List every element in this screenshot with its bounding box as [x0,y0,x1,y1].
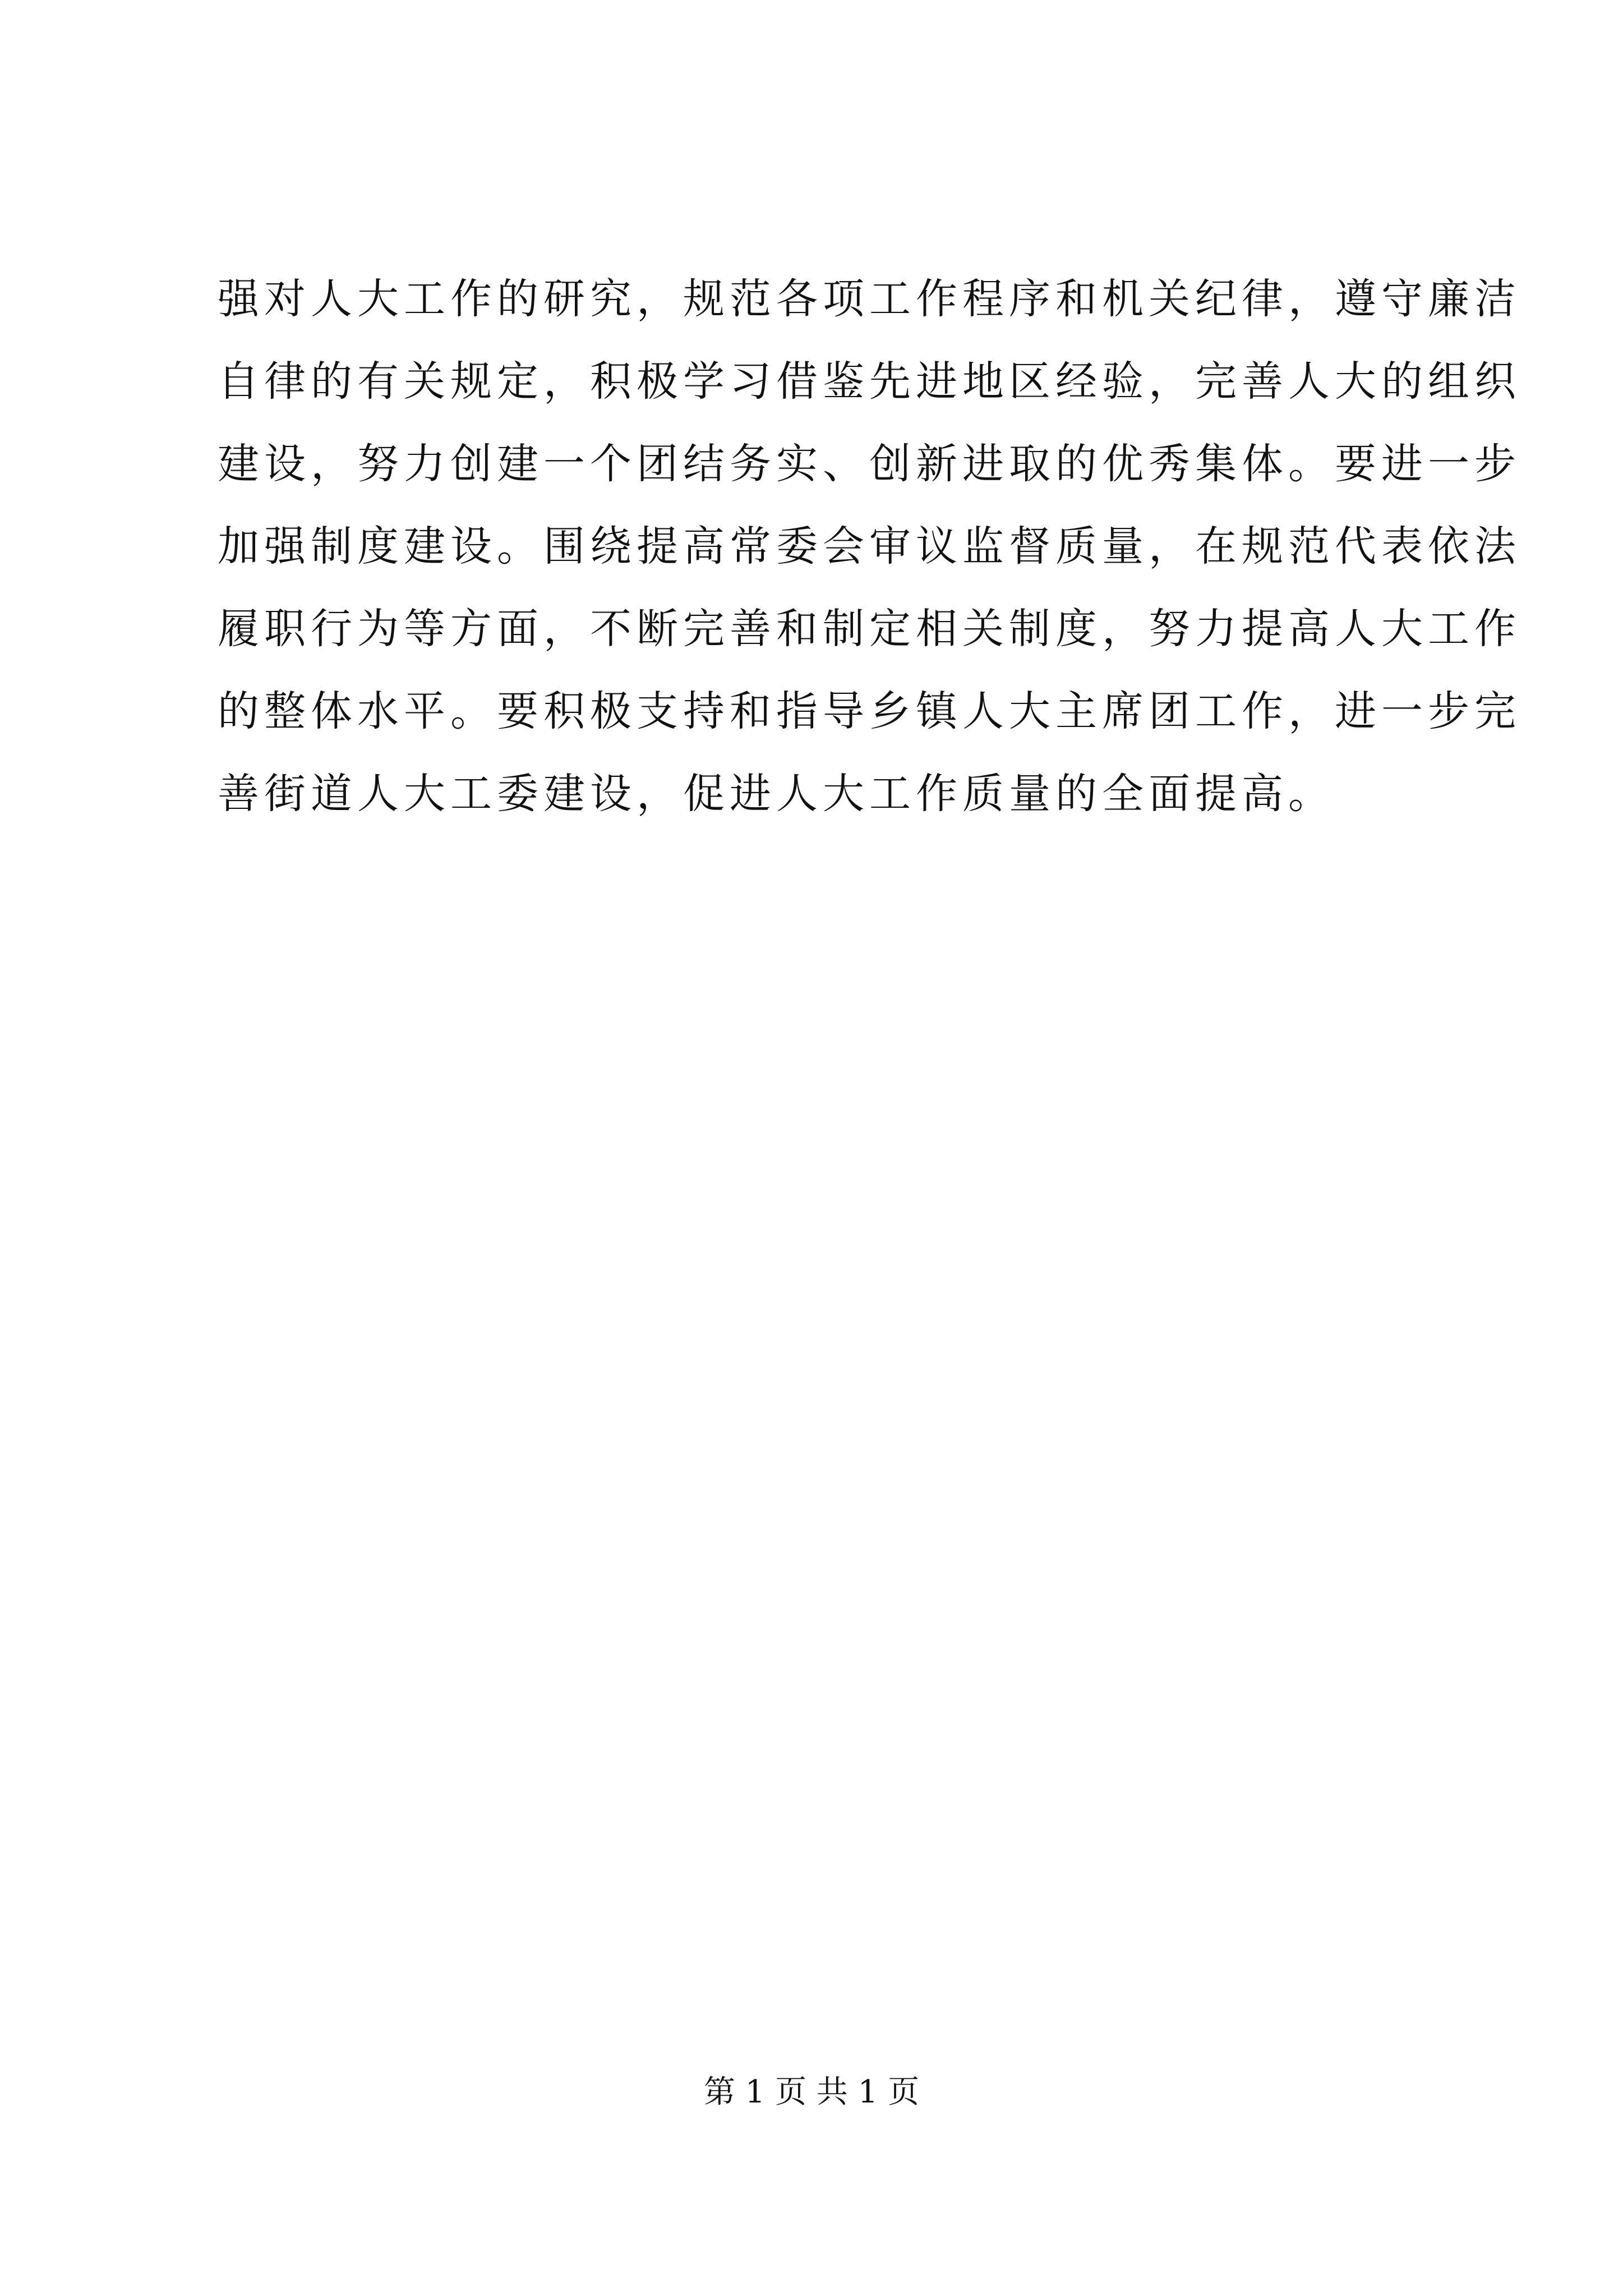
body-paragraph [218,258,1521,835]
paragraph-line: 善街道人大工委建设，促进人大工作质量的全面提高。 [218,770,1335,818]
paragraph-line: 履职行为等方面，不断完善和制定相关制度，努力提高人大工作 [218,605,1521,653]
paragraph-line: 强对人大工作的研究，规范各项工作程序和机关纪律，遵守廉洁 [218,275,1521,323]
page-footer [0,2070,1623,2115]
paragraph-line: 加强制度建设。围绕提高常委会审议监督质量，在规范代表依法 [218,522,1521,570]
page-number: 第 1 页 共 1 页 [703,2074,920,2110]
paragraph-line: 建设，努力创建一个团结务实、创新进取的优秀集体。要进一步 [218,440,1521,488]
paragraph-line: 的整体水平。要积极支持和指导乡镇人大主席团工作，进一步完 [218,687,1521,735]
paragraph-line: 自律的有关规定，积极学习借鉴先进地区经验，完善人大的组织 [218,357,1521,406]
